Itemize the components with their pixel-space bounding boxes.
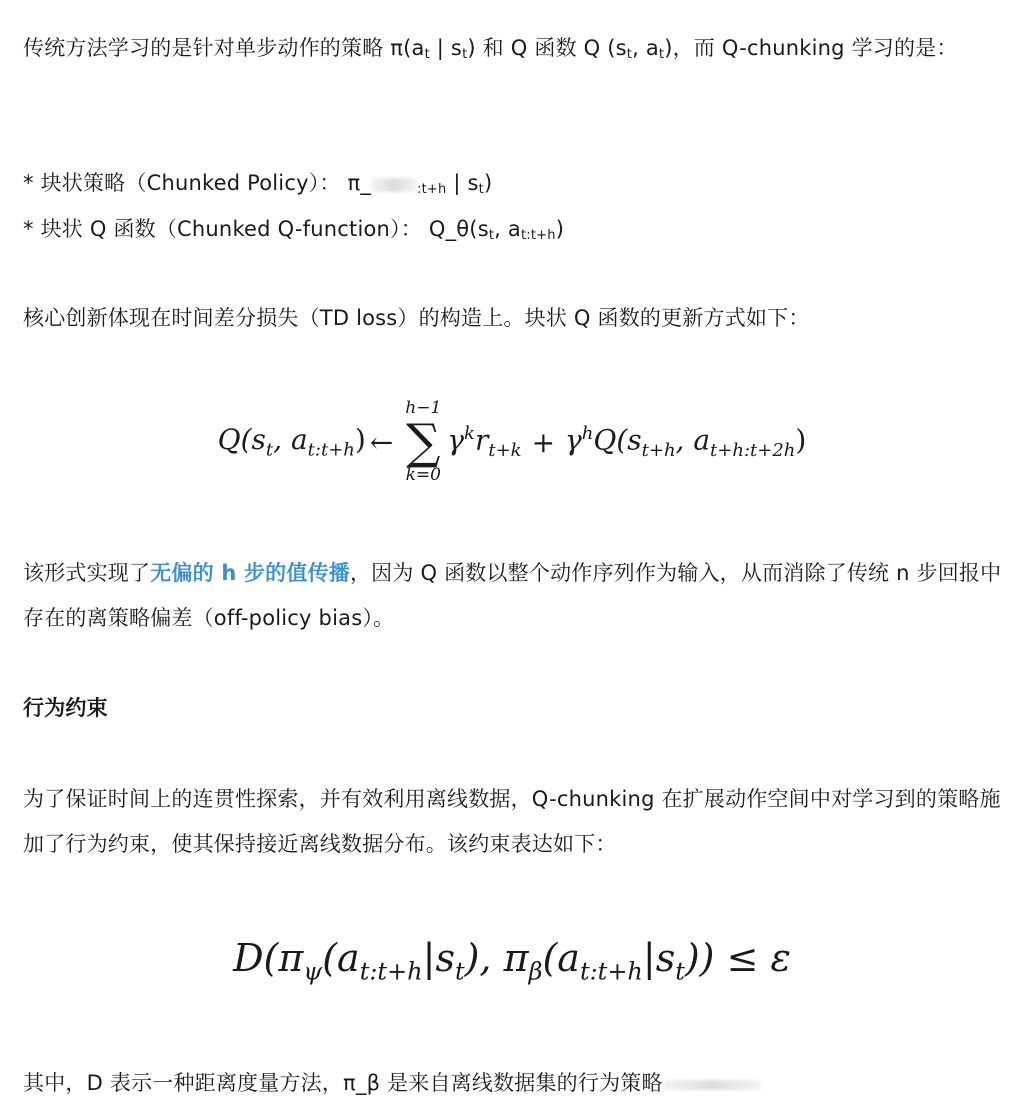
behavior-constraint-equation: $D(\pi_\psi(a_{t:t+h}|s_t)$, $\pi_\beta(a_{t:t+h}|s_t)) \le \varepsilon$ (233, 936, 791, 986)
blurred-text (663, 1080, 761, 1090)
definition-paragraph: 其中，D 表示一种距离度量方法，π_β 是来自离线数据集的行为策略 (23, 1061, 1010, 1106)
blurred-text (371, 178, 417, 192)
value-propagation-paragraph: 该形式实现了无偏的 h 步的值传播，因为 Q 函数以整个动作序列作为输入，从而消除了传统 n 步回报中存在的离策略偏差（off-policy bias）。 (23, 561, 1002, 630)
bullet-chunked-q-function: * 块状 Q 函数（Chunked Q-function）： $Q\_\theta(s_t$, $a_{t:t+h}$) (23, 217, 565, 243)
chunked-q-update-equation: $Q(s_t$, $a_{t:t+h}$) ← h−1 ∑ k=0 $\gamma^kr_{t+k}$ + $\gamma^hQ(s_{t+h}$, $a_{t+h:t+2h}$) (217, 398, 807, 485)
behavior-constraint-paragraph: 为了保证时间上的连贯性探索，并有效利用离线数据，Q-chunking 在扩展动作空间中对学习到的策略施加了行为约束，使其保持接近离线数据分布。该约束表达如下： (23, 787, 1001, 856)
summation-symbol: h−1 ∑ k=0 (405, 398, 442, 485)
intro-paragraph: 传统方法学习的是针对单步动作的策略 $\pi(a_t$ | $s_t$) 和 Q 函数 Q ($s_t$, $a_t$)，而 Q-chunking 学习的是： (23, 36, 958, 62)
section-heading: 行为约束 (23, 696, 108, 720)
bullet-chunked-policy: * 块状策略（Chunked Policy）： π_ $_{:t+h}$ | $s_t$) (23, 171, 493, 197)
highlighted-phrase: 无偏的 h 步的值传播 (150, 561, 350, 585)
td-loss-paragraph: 核心创新体现在时间差分损失（TD loss）的构造上。块状 Q 函数的更新方式如下： (23, 306, 810, 330)
